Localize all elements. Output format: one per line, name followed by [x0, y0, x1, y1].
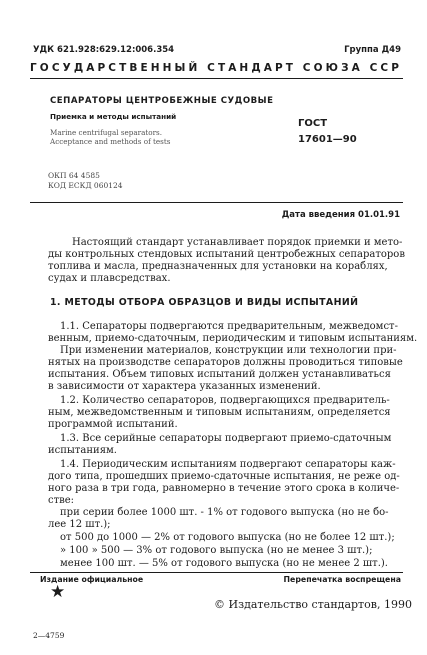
intro-line: топлива и масла, предназначенных для установки на кораблях, — [48, 261, 388, 272]
text-line: в зависимости от характера указанных изменений. — [48, 381, 321, 392]
quantity-line: от 500 до 1000 — 2% от годового выпуска (но не более 12 шт.); — [60, 532, 395, 543]
paragraph-1-4 — [48, 459, 400, 507]
text-line: испытаниям. — [48, 445, 117, 456]
gost-number: 17601—90 — [298, 134, 357, 145]
text-line: дого типа, прошедших приемо-сдаточные испытания, не реже од- — [48, 471, 400, 482]
document-subtitle: Приемка и методы испытаний — [50, 112, 177, 121]
text-line: 1.4. Периодическим испытаниям подвергают сепараторы каж- — [60, 459, 396, 470]
copyright-notice: © Издательство стандартов, 1990 — [214, 598, 412, 611]
section-heading: 1. МЕТОДЫ ОТБОРА ОБРАЗЦОВ И ВИДЫ ИСПЫТАНИЙ — [50, 297, 359, 308]
quantity-line: лее 12 шт.); — [48, 519, 111, 530]
text-line: ным, межведомственным и типовым испытаниям, определяется — [48, 407, 391, 418]
quantity-line: при серии более 1000 шт. - 1% от годового выпуска (но не бо- — [60, 507, 389, 518]
udk-code: УДК 621.928:629.12:006.354 — [33, 45, 175, 55]
document-title: СЕПАРАТОРЫ ЦЕНТРОБЕЖНЫЕ СУДОВЫЕ — [50, 96, 274, 106]
text-line: нятых на производстве сепараторов должны проводиться типовые — [48, 357, 403, 368]
english-title-line-2: Acceptance and methods of tests — [50, 137, 171, 146]
okp-code: ОКП 64 4585 — [48, 171, 100, 180]
effective-date: Дата введения 01.01.91 — [281, 210, 400, 220]
intro-line: Настоящий стандарт устанавливает порядок приемки и мето- — [72, 237, 403, 248]
date-rule — [30, 202, 403, 203]
gost-label: ГОСТ — [298, 118, 328, 129]
text-line: стве: — [48, 495, 75, 506]
intro-paragraph — [48, 237, 405, 285]
text-line: ного раза в три года, равномерно в течение этого срока в количе- — [48, 483, 400, 494]
quantity-line: менее 100 шт. — 5% от годового выпуска (но не менее 2 шт.). — [60, 558, 388, 569]
text-line: венным, приемо-сдаточным, периодическим и типовым испытаниям. — [48, 333, 418, 344]
text-line: программой испытаний. — [48, 419, 178, 430]
footer-rule — [30, 572, 403, 573]
text-line: 1.2. Количество сепараторов, подвергающихся предваритель- — [60, 395, 390, 406]
intro-line: судах и плавсредствах. — [48, 273, 171, 284]
star-icon: ★ — [50, 582, 66, 602]
header-rule — [30, 78, 403, 79]
text-line: При изменении материалов, конструкции или технологии при- — [60, 345, 397, 356]
official-edition-label: Издание официальное — [40, 575, 144, 584]
intro-line: ды контрольных стендовых испытаний центробежных сепараторов — [48, 249, 405, 260]
paragraph-1-2 — [48, 395, 400, 431]
reprint-prohibited-label: Перепечатка воспрещена — [283, 575, 401, 584]
kod-eskd: КОД ЕСКД 060124 — [48, 181, 123, 190]
state-standard-title: ГОСУДАРСТВЕННЫЙ СТАНДАРТ СОЮЗА ССР — [30, 62, 403, 74]
english-title-line-1: Marine centrifugal separators. — [50, 128, 163, 137]
print-code: 2—4759 — [33, 631, 65, 640]
paragraph-1-1 — [48, 321, 418, 393]
paragraph-1-3 — [48, 433, 400, 457]
text-line: 1.3. Все серийные сепараторы подвергают приемо-сдаточным — [60, 433, 392, 444]
quantity-line: » 100 » 500 — 3% от годового выпуска (но не менее 3 шт.); — [60, 545, 373, 556]
text-line: 1.1. Сепараторы подвергаются предварительным, межведомст- — [60, 321, 398, 332]
text-line: испытания. Объем типовых испытаний должен устанавливаться — [48, 369, 391, 380]
group-code: Группа Д49 — [344, 45, 401, 55]
